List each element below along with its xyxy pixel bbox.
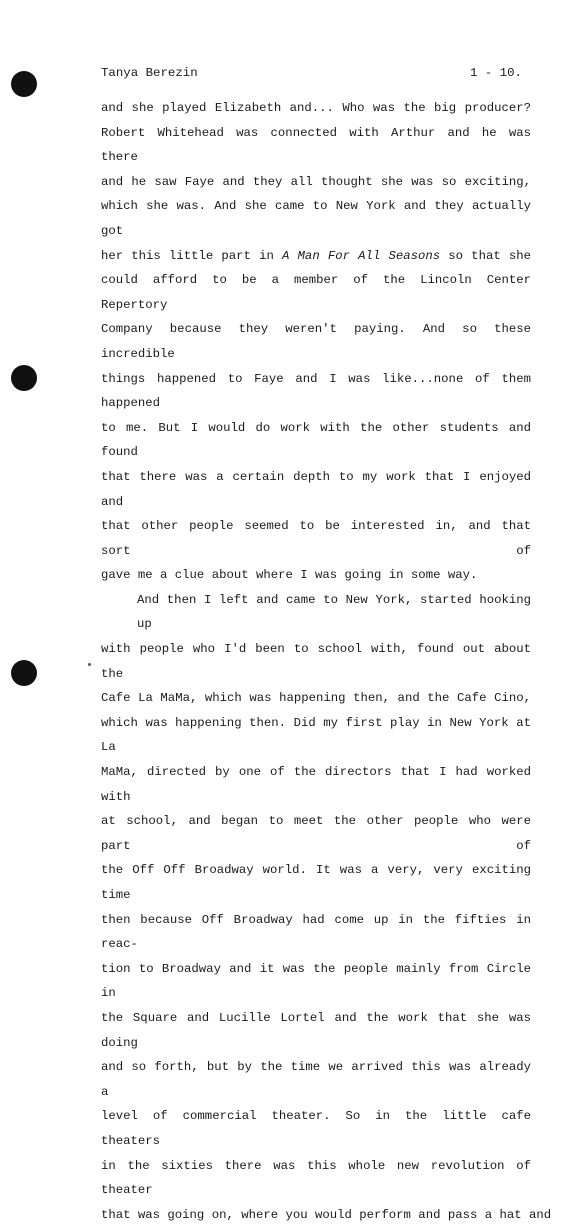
page-header: [101, 66, 522, 80]
header-page-number: 1 - 10.: [469, 66, 522, 80]
text-line: that was going on, where you would perform and pass a hat and: [101, 1207, 552, 1222]
text-line: [101, 244, 531, 269]
punch-hole: [11, 365, 37, 391]
text-line: tion to Broadway and it was the people mainly from Circle in: [101, 961, 531, 1001]
text-line: which she was. And she came to New York and they actually got: [101, 199, 531, 238]
text-fragment: her this little part in: [101, 248, 283, 263]
text-line: Company because they weren't paying. And so these incredible: [101, 322, 531, 361]
play-title: A Man For All Seasons: [282, 248, 441, 263]
scan-speck: [88, 663, 91, 666]
text-line: MaMa, directed by one of the directors that I had worked with: [101, 765, 531, 804]
header-author: Tanya Berezin: [101, 66, 198, 80]
text-fragment: so that she: [440, 248, 532, 263]
text-line: to me. But I would do work with the other students and found: [101, 420, 531, 460]
transcript-body: [101, 96, 552, 1227]
text-line: in the sixties there was this whole new revolution of theater: [101, 1158, 531, 1198]
text-line: level of commercial theater. So in the little cafe theaters: [101, 1109, 531, 1148]
text-line: the Square and Lucille Lortel and the work that she was doing: [101, 1010, 531, 1050]
text-line: that there was a certain depth to my work that I enjoyed and: [101, 469, 531, 509]
text-line: which was happening then. Did my first play in New York at La: [101, 715, 531, 755]
text-line: and so forth, but by the time we arrived this was already a: [101, 1060, 531, 1099]
text-line: things happened to Faye and I was like...none of them happened: [101, 371, 531, 411]
text-line: Cafe La MaMa, which was happening then, and the Cafe Cino,: [101, 691, 531, 706]
text-line: and he saw Faye and they all thought she was so exciting,: [101, 174, 531, 189]
text-line: with people who I'd been to school with, found out about the: [101, 642, 531, 681]
text-line: that other people seemed to be interested in, and that sort of: [101, 519, 531, 558]
text-line: then because Off Broadway had come up in the fifties in reac-: [101, 912, 531, 952]
text-line: gave me a clue about where I was going in some way.: [101, 568, 478, 583]
text-line: And then I left and came to New York, started hooking up: [137, 592, 531, 632]
text-line: the Off Off Broadway world. It was a very, very exciting time: [101, 863, 531, 902]
punch-hole: [11, 660, 37, 686]
text-line: could afford to be a member of the Lincoln Center Repertory: [101, 273, 531, 312]
text-line: and she played Elizabeth and... Who was the big producer?: [101, 101, 531, 115]
text-line: at school, and began to meet the other people who were part of: [101, 814, 531, 853]
text-line: Robert Whitehead was connected with Arthur and he was there: [101, 125, 531, 165]
punch-hole: [11, 71, 37, 97]
